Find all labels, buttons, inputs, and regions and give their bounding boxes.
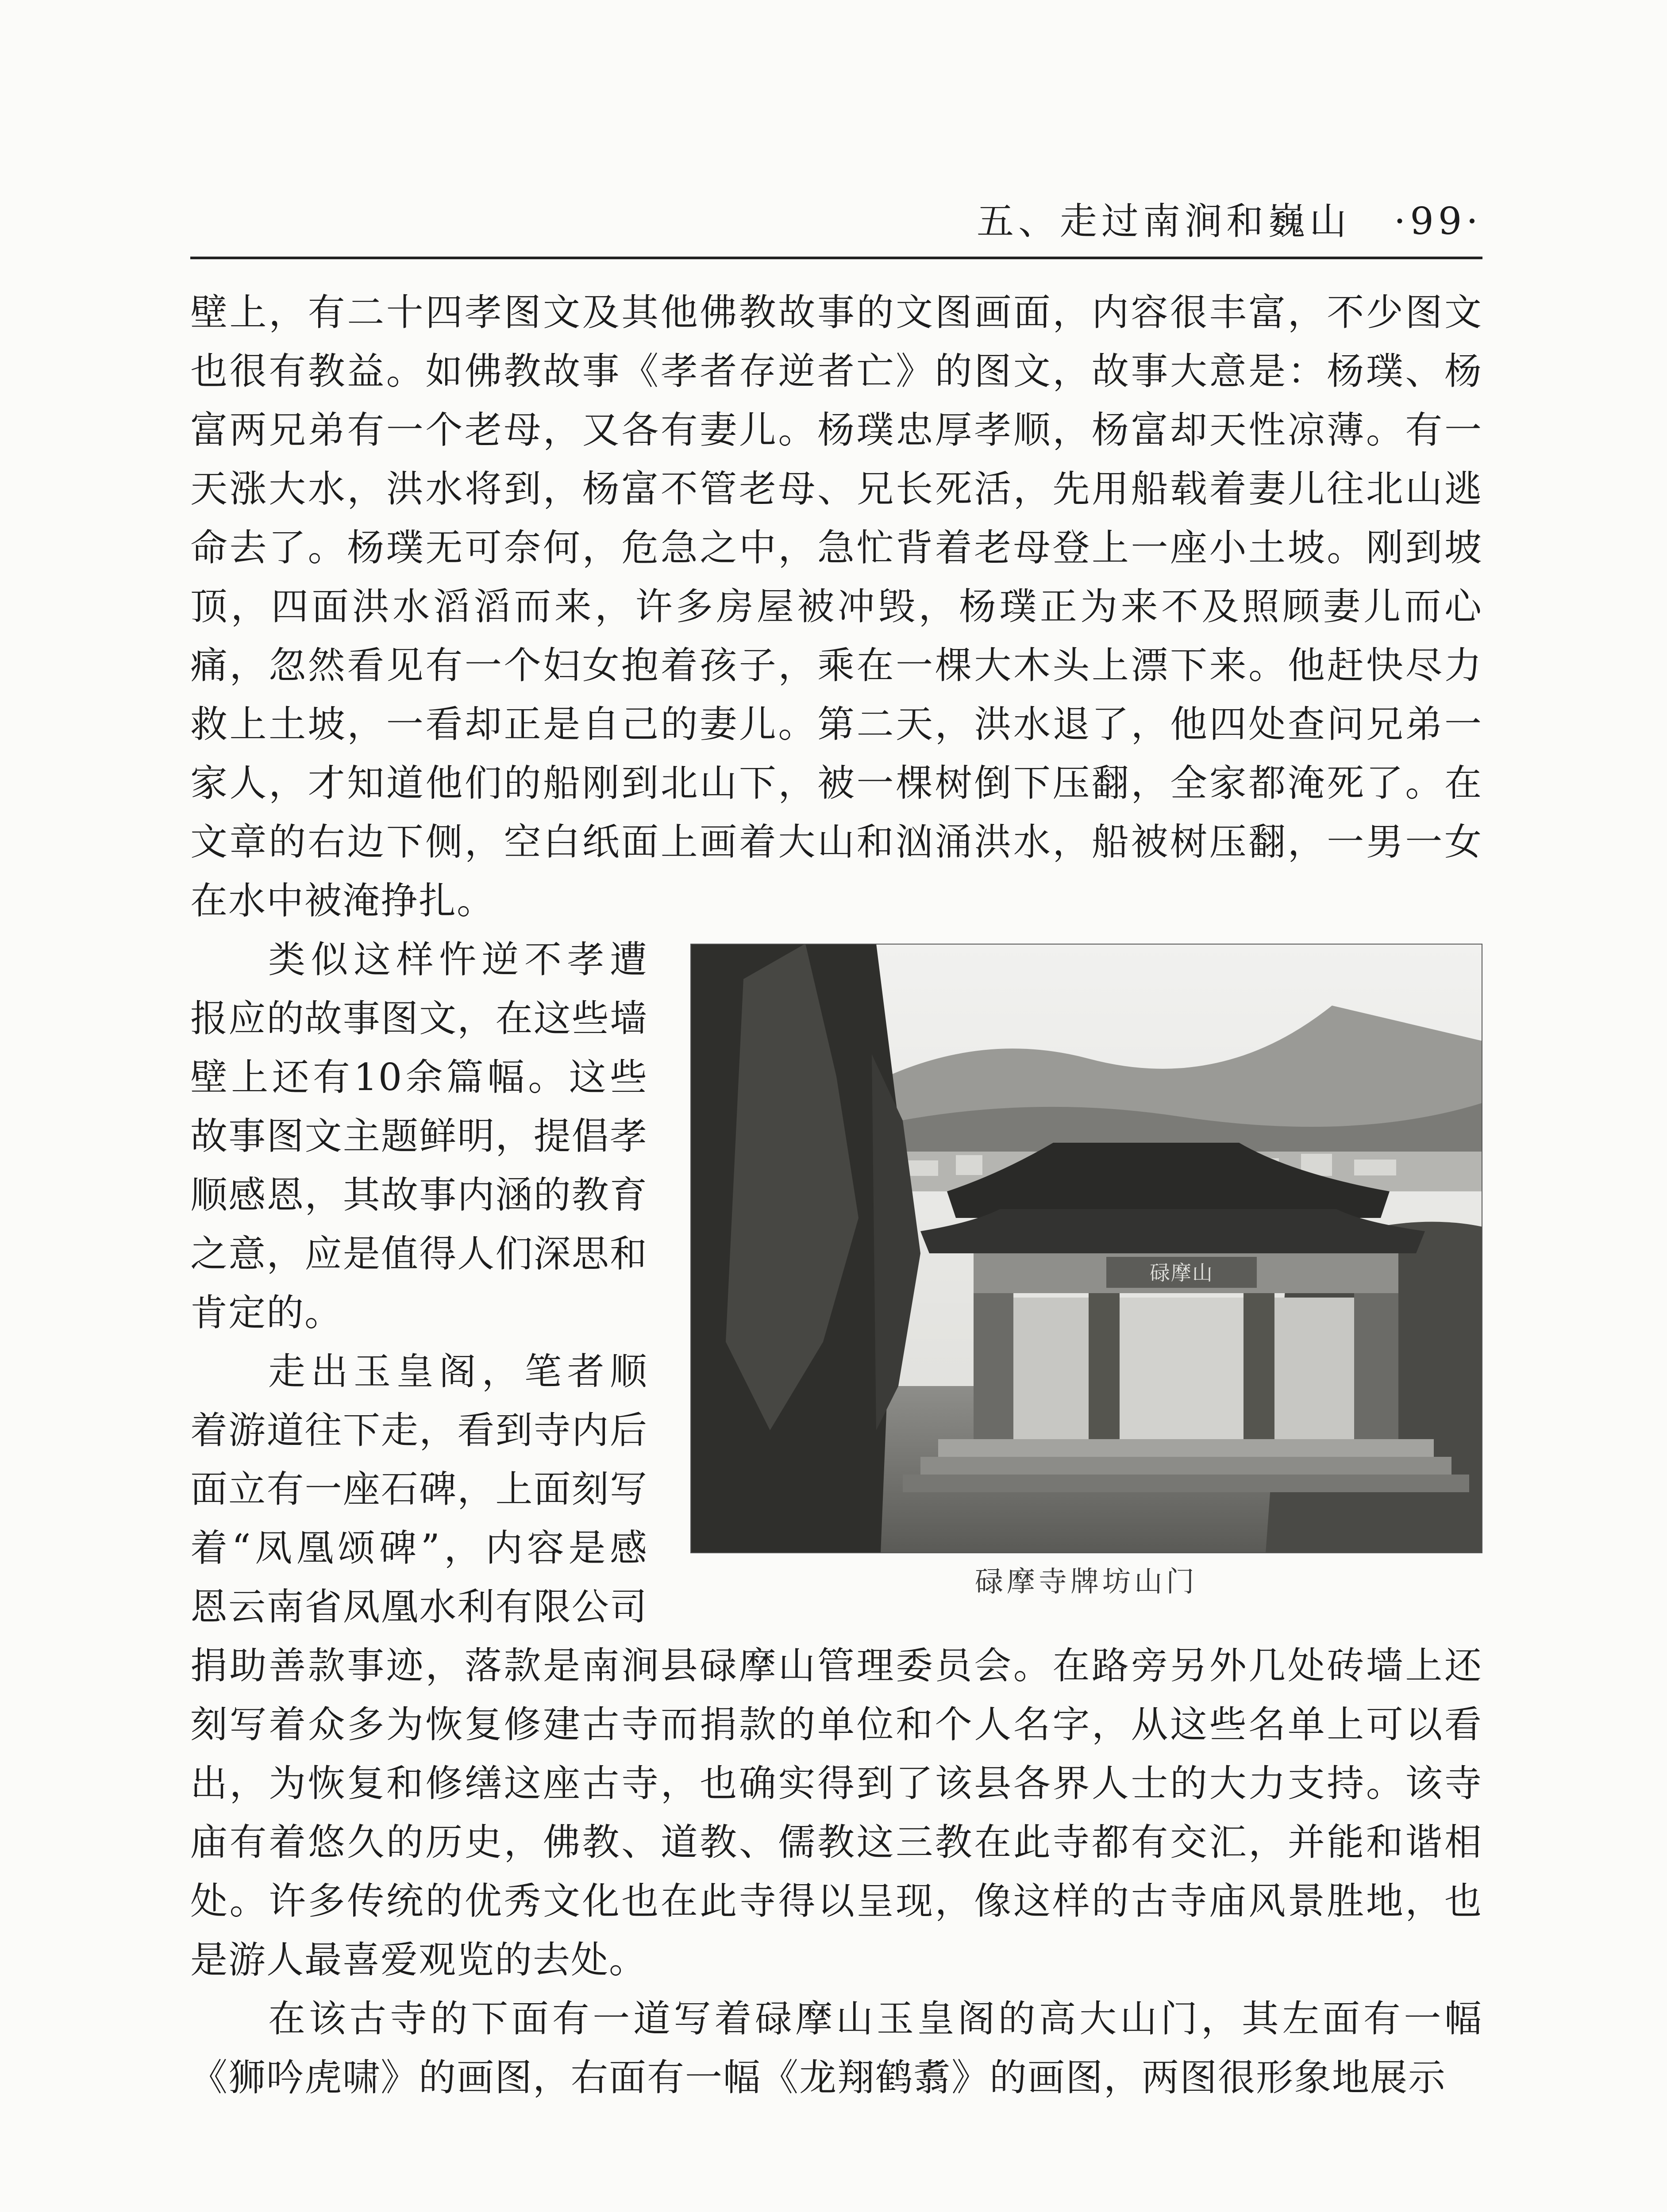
paragraph-1: 壁上，有二十四孝图文及其他佛教故事的文图画面，内容很丰富，不少图文也很有教益。如佛教故事《孝者存逆者亡》的图文，故事大意是：杨璞、杨富两兄弟有一个老母，又各有妻儿。杨璞忠厚孝顺，杨富却天性凉薄。有一天涨大水，洪水将到，杨富不管老母、兄长死活，先用船载着妻儿往北山逃命去了。杨璞无可奈何，危急之中，急忙背着老母登上一座小土坡。刚到坡顶，四面洪水滔滔而来，许多房屋被冲毁，杨璞正为来不及照顾妻儿而心痛，忽然看见有一个妇女抱着孩子，乘在一棵大木头上漂下来。他赶快尽力救上土坡，一看却正是自己的妻儿。第二天，洪水退了，他四处查问兄弟一家人，才知道他们的船刚到北山下，被一棵树倒下压翻，全家都淹死了。在文章的右边下侧，空白纸面上画着大山和汹涌洪水，船被树压翻，一男一女在水中被淹挣扎。 bbox=[190, 291, 1482, 922]
running-header bbox=[190, 195, 1482, 248]
figure-caption: 碌摩寺牌坊山门 bbox=[975, 1566, 1198, 1598]
page-body bbox=[190, 283, 1482, 2107]
paragraph-4: 在该古寺的下面有一道写着碌摩山玉皇阁的高大山门，其左面有一幅《狮吟虎啸》的画图，右面有一幅《龙翔鹤翥》的画图，两图很形象地展示 bbox=[190, 1997, 1482, 2099]
paragraph-3: 走出玉皇阁，笔者顺着游道往下走，看到寺内后面立有一座石碑，上面刻写着“凤凰颂碑”，内容是感恩云南省凤凰水利有限公司捐助善款事迹，落款是南涧县碌摩山管理委员会。在路旁另外几处砖墙上还刻写着众多为恢复修建古寺而捐款的单位和个人名字，从这些名单上可以看出，为恢复和修缮这座古寺，也确实得到了该县各界人士的大力支持。该寺庙有着悠久的历史，佛教、道教、儒教这三教在此寺都有交汇，并能和谐相处。许多传统的优秀文化也在此寺得以呈现，像这样的古寺庙风景胜地，也是游人最喜爱观览的去处。 bbox=[190, 1350, 1482, 1982]
gate-plaque-text: 碌摩山 bbox=[1150, 1261, 1213, 1285]
page-number: ·99· bbox=[1394, 200, 1482, 243]
figure bbox=[690, 944, 1482, 1611]
chapter-title: 五、走过南涧和巍山 bbox=[976, 200, 1351, 243]
temple-gate-photo bbox=[690, 944, 1482, 1553]
header-rule bbox=[190, 257, 1482, 259]
paragraph-2: 类似这样忤逆不孝遭报应的故事图文，在这些墙壁上还有10余篇幅。这些故事图文主题鲜明，提倡孝顺感恩，其故事内涵的教育之意，应是值得人们深思和肯定的。 bbox=[190, 938, 648, 1334]
